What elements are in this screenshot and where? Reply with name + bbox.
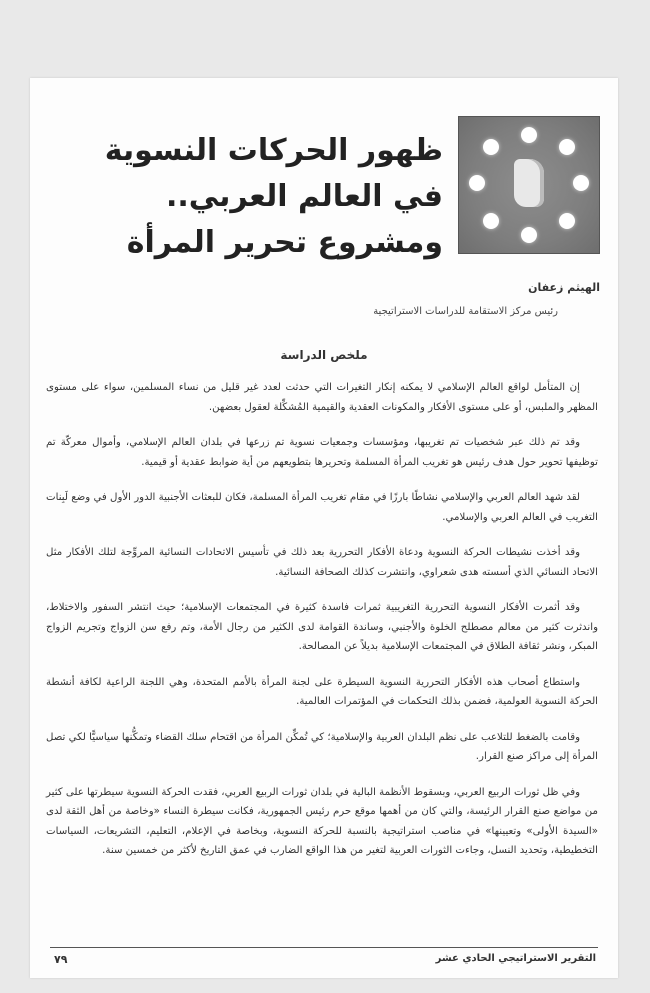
paragraph: وقد تم ذلك عبر شخصيات تم تغريبها، ومؤسسات وجمعيات نسوية تم زرعها في بلدان العالم الإسلامي، وأموال معركّة تم توظيفها تحوير حول هدف رئيس هو تغريب المرأة المسلمة وتحريرها بتطويعهم من أية ضوابط عقدية أو قيمية. xyxy=(46,437,598,468)
author-name: الهيثم زعفان xyxy=(528,281,600,294)
abstract-body xyxy=(46,378,598,877)
paragraph: وقد أخذت نشيطات الحركة النسوية ودعاة الأفكار التحررية بعد ذلك في تأسيس الاتحادات النسائية المروِّجة لتلك الأفكار مثل الاتحاد النسائي الذي أسسته هدى شعراوي، وانتشرت كذلك الصحافة النسائية. xyxy=(46,547,598,578)
women-emblem-icon xyxy=(458,116,600,254)
section-title: ملخص الدراسة xyxy=(280,348,368,362)
author-affiliation: رئيس مركز الاستقامة للدراسات الاستراتيجية xyxy=(373,306,558,317)
paragraph: وقد أثمرت الأفكار النسوية التحررية التغريبية ثمرات فاسدة كثيرة في المجتمعات الإسلامية؛ حيث انتشر السفور والاختلاط، واندثرت كثير من معالم مصطلح الخلوة والأجنبي، وساندة القوامة لدى الكثير من رجال الأمة، وتم رفع سن الزواج وتجريم الزواج المبكر، ونشر ثقافة الطلاق في المجتمعات الإسلامية بديلاً عن المصالحة. xyxy=(46,602,598,652)
paragraph: إن المتأمل لواقع العالم الإسلامي لا يمكنه إنكار التغيرات التي حدثت لعدد غير قليل من نساء المسلمين، سواء على مستوى المظهر والملبس، أو على مستوى الأفكار والمكونات العقدية والقيمية المُشكِّلة لعقول بعضهن. xyxy=(46,382,598,413)
page-number: ٧٩ xyxy=(54,953,68,966)
title-line-3: ومشروع تحرير المرأة xyxy=(126,225,443,260)
paragraph: واستطاع أصحاب هذه الأفكار التحررية النسوية السيطرة على لجنة المرأة بالأمم المتحدة، وهي اللجنة الراعية لكافة أنشطة الحركة النسوية العولمية، فضمن بذلك التحكمات في المؤتمرات العالمية. xyxy=(46,676,598,707)
paragraph: لقد شهد العالم العربي والإسلامي نشاطًا بارزًا في مقام تغريب المرأة المسلمة، فكان للبعثات الأجنبية الدور الأول في وضع لَبِنات التغريب في العالم العربي والإسلامي. xyxy=(46,492,598,523)
paragraph: وقامت بالضغط للتلاعب على نظم البلدان العربية والإسلامية؛ كي تُمكِّن المرأة من اقتحام سلك القضاء وتمكُّنها سياسيًّا لكي تصل المرأة إلى مراكز صنع القرار. xyxy=(46,731,598,762)
title-line-2: في العالم العربي.. xyxy=(166,179,443,214)
footer-report-title: التقرير الاستراتيجي الحادي عشر xyxy=(435,953,596,964)
title-line-1: ظهور الحركات النسوية xyxy=(104,133,443,168)
paragraph: وفي ظل ثورات الربيع العربي، وبسقوط الأنظمة البالية في بلدان ثورات الربيع العربي، فقدت الحركة النسوية سيطرتها على كثير من مواضع صنع القرار الرئيسة، والتي كان من أهمها موقع حرم رئيس الجمهورية، فكانت سيطرة النساء «وخاصة من أهل الثقة لدى «السيدة الأولى» وتعيينها» في مناصب استراتيجية بالنسبة للحركة النسوية، وبخاصة في الإعلام، التعليم، التشريعات، السياسات التخطيطية، وتحديد النسل، وجاءت الثورات العربية لتغير من هذا الواقع الضارب في عمق التاريخ لأكثر من خمسين سنة. xyxy=(46,786,598,856)
document-page xyxy=(30,78,618,978)
footer-divider xyxy=(50,947,598,948)
article-title xyxy=(48,128,443,266)
